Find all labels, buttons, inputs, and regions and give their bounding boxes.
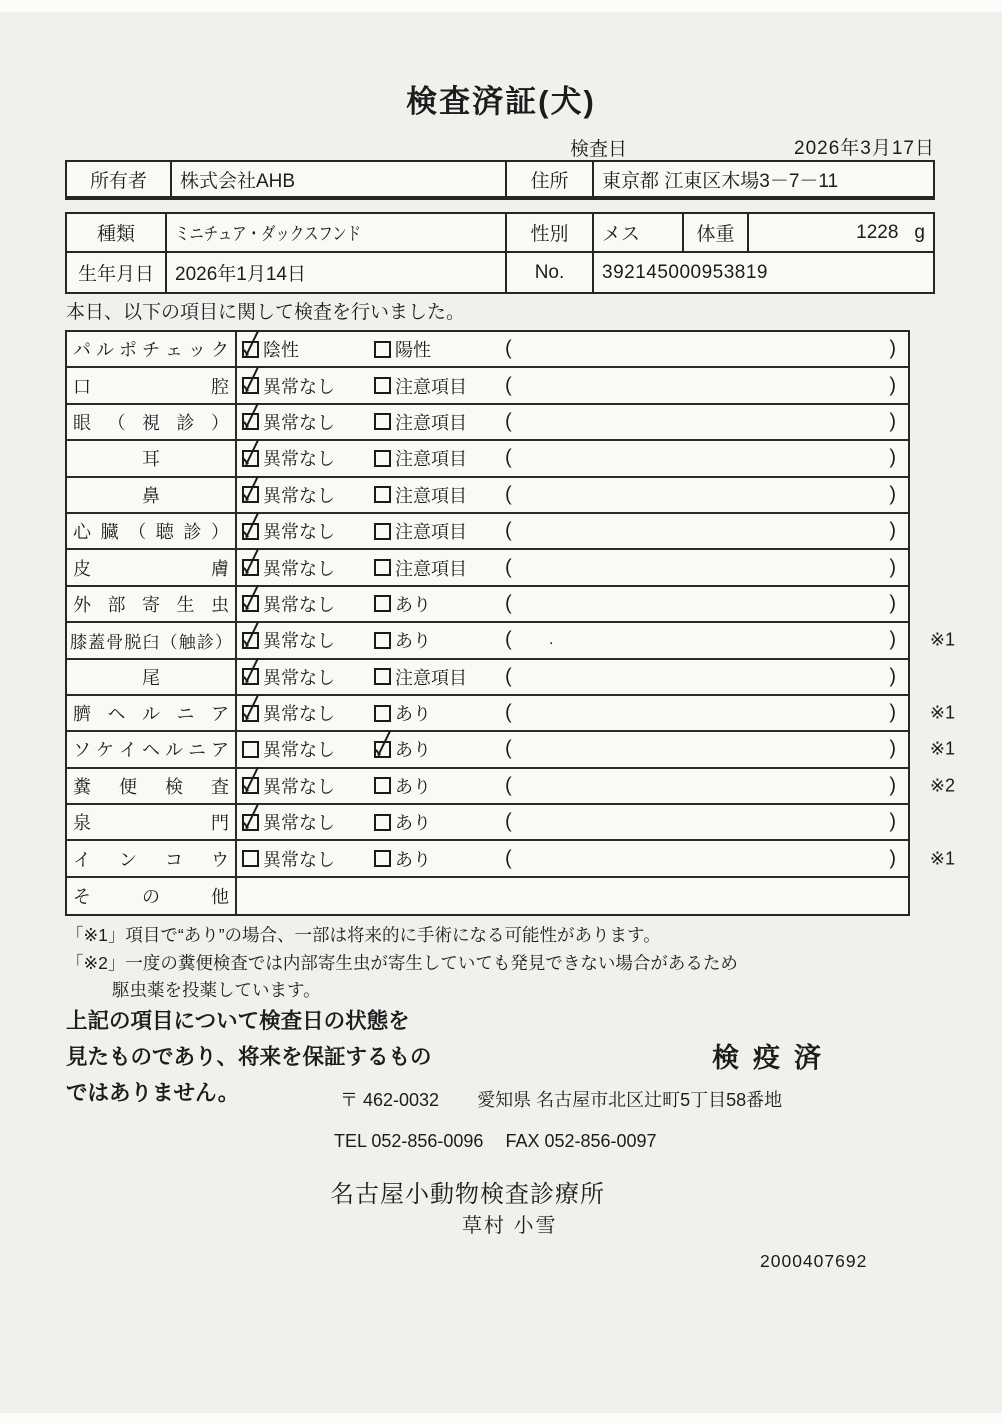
checkbox-label: 異常なし	[263, 631, 335, 652]
checkbox-unchecked-icon	[242, 850, 259, 867]
reference-mark: ※1	[929, 738, 955, 759]
checkbox-unchecked-icon	[374, 632, 391, 649]
checkbox-group	[374, 445, 467, 471]
checkbox-group	[374, 846, 431, 872]
checkbox-label: 異常なし	[263, 449, 335, 470]
scan-edge-bottom	[0, 1413, 1002, 1423]
remark-paren-close: )	[889, 337, 896, 360]
exam-item-label: 皮 膚	[67, 550, 237, 584]
checkbox-checked-icon	[242, 814, 259, 831]
checkbox-label: 注意項目	[395, 376, 467, 397]
remark-paren-open: (	[505, 737, 512, 760]
remark-paren-open: (	[505, 628, 512, 651]
checkbox-unchecked-icon	[374, 450, 391, 467]
exam-item-label: そ の 他	[67, 878, 237, 914]
checkbox-group	[242, 445, 335, 471]
checkbox-checked-icon	[242, 668, 259, 685]
checkbox-group	[374, 482, 467, 508]
inspection-date-value: 2026年3月17日	[794, 138, 935, 159]
exam-row-content	[237, 368, 908, 402]
exam-row	[67, 368, 908, 404]
serial-number: 2000407692	[760, 1251, 868, 1271]
exam-row-content	[237, 805, 908, 839]
checkbox-checked-icon	[242, 486, 259, 503]
remark-paren-close: )	[889, 737, 896, 760]
exam-item-label: 尾	[67, 660, 237, 694]
sex-value: メス	[594, 214, 684, 253]
checkbox-checked-icon	[242, 632, 259, 649]
weight-label: 体重	[684, 214, 749, 253]
checkbox-unchecked-icon	[374, 377, 391, 394]
remark-paren-open: (	[505, 410, 512, 433]
checkbox-unchecked-icon	[374, 559, 391, 576]
checkbox-group	[242, 336, 299, 362]
checkbox-label: 異常なし	[263, 412, 335, 433]
clinic-phone-line	[334, 1131, 657, 1152]
owner-label: 所有者	[67, 162, 172, 198]
exam-row-content	[237, 587, 908, 621]
checkbox-unchecked-icon	[374, 814, 391, 831]
checkbox-unchecked-icon	[374, 705, 391, 722]
checkbox-group	[242, 409, 335, 435]
breed-label: 種類	[67, 214, 167, 253]
footnote-1: 「※1」項目で“あり”の場合、一部は将来的に手術になる可能性があります。	[66, 925, 661, 945]
checkbox-checked-icon	[242, 413, 259, 430]
weight-value	[749, 214, 933, 253]
checkbox-group	[242, 664, 335, 690]
sex-label: 性別	[507, 214, 594, 253]
disclaimer-line-2: 見たものであり、将来を保証するもの	[66, 1045, 432, 1069]
checkbox-checked-icon	[242, 559, 259, 576]
checkbox-checked-icon	[242, 450, 259, 467]
checkbox-group	[374, 591, 431, 617]
exam-row-content	[237, 405, 908, 439]
checkbox-label: 注意項目	[395, 522, 467, 543]
checkbox-group	[242, 555, 335, 581]
remark-paren-close: )	[889, 519, 896, 542]
exam-row	[67, 550, 908, 586]
checkbox-group	[242, 736, 335, 762]
checkbox-checked-icon	[242, 377, 259, 394]
checkbox-unchecked-icon	[374, 341, 391, 358]
checkbox-group	[374, 555, 467, 581]
address-value: 東京都 江東区木場3－7－11	[594, 162, 933, 198]
checkbox-unchecked-icon	[374, 523, 391, 540]
remark-paren-close: )	[889, 628, 896, 651]
checkbox-label: 陰性	[263, 340, 299, 361]
remark-paren-close: )	[889, 483, 896, 506]
checkbox-group	[242, 700, 335, 726]
remark-paren-close: )	[889, 374, 896, 397]
checkbox-label: あり	[395, 740, 431, 761]
exam-row	[67, 332, 908, 368]
exam-row-content	[237, 660, 908, 694]
pet-table	[65, 212, 935, 294]
disclaimer-line-1: 上記の項目について検査日の状態を	[66, 1009, 410, 1033]
exam-row	[67, 587, 908, 623]
exam-row	[67, 732, 955, 768]
checkbox-group	[374, 336, 431, 362]
exam-row	[67, 514, 908, 550]
exam-row	[67, 878, 908, 914]
remark-paren-close: )	[889, 774, 896, 797]
checkbox-label: 異常なし	[263, 522, 335, 543]
checkbox-label: 注意項目	[395, 449, 467, 470]
checkbox-unchecked-icon	[374, 668, 391, 685]
exam-item-label: 泉 門	[67, 805, 237, 839]
checkbox-group	[374, 773, 431, 799]
exam-item-label: 耳	[67, 441, 237, 475]
footnote-2: 「※2」一度の糞便検査では内部寄生虫が寄生していても発見できない場合があるため	[66, 953, 738, 973]
exam-item-label: 眼 （ 視 診 ）	[67, 405, 237, 439]
intro-sentence: 本日、以下の項目に関して検査を行いました。	[66, 302, 466, 323]
exam-item-label: 口 腔	[67, 368, 237, 402]
birth-value: 2026年1月14日	[167, 253, 507, 292]
owner-table	[65, 160, 935, 200]
checkbox-group	[374, 627, 431, 653]
checkbox-label: 異常なし	[263, 849, 335, 870]
checkbox-label: あり	[395, 631, 431, 652]
clinic-postal-code: 〒 462-0032	[340, 1090, 440, 1110]
exam-item-label: 鼻	[67, 478, 237, 512]
exam-row-content	[237, 769, 908, 803]
footnote-2-continued: 駆虫薬を投薬しています。	[112, 980, 321, 1000]
checkbox-label: 異常なし	[263, 667, 335, 688]
checkbox-group	[374, 736, 431, 762]
checkbox-group	[242, 591, 335, 617]
remark-paren-close: )	[889, 701, 896, 724]
checkbox-group	[374, 700, 431, 726]
remark-paren-open: (	[505, 519, 512, 542]
checkbox-checked-icon	[242, 595, 259, 612]
no-value: 392145000953819	[602, 261, 769, 283]
exam-item-label: 糞 便 検 査	[67, 769, 237, 803]
disclaimer-line-3: ではありません。	[66, 1081, 240, 1105]
remark-paren-open: (	[505, 774, 512, 797]
exam-item-label: イ ン コ ウ	[67, 841, 237, 875]
checkbox-label: 異常なし	[263, 485, 335, 506]
exam-row-content	[237, 878, 908, 914]
clinic-tel: TEL 052-856-0096	[334, 1131, 484, 1151]
exam-item-label: ソ ケ イ ヘ ル ニ ア	[67, 732, 237, 766]
exam-row	[67, 405, 908, 441]
exam-item-label: 心 臓 （ 聴 診 ）	[67, 514, 237, 548]
reference-mark: ※2	[929, 775, 955, 796]
remark-paren-open: (	[505, 483, 512, 506]
checkbox-label: あり	[395, 813, 431, 834]
checkbox-unchecked-icon	[374, 486, 391, 503]
checkbox-label: 異常なし	[263, 776, 335, 797]
checkbox-label: 異常なし	[263, 594, 335, 615]
exam-row-content	[237, 696, 908, 730]
checkbox-checked-icon	[374, 741, 391, 758]
clinic-address: 愛知県 名古屋市北区辻町5丁目58番地	[477, 1090, 783, 1110]
remark-paren-close: )	[889, 446, 896, 469]
remark-paren-close: )	[889, 592, 896, 615]
checkbox-label: 異常なし	[263, 704, 335, 725]
remark-paren-close: )	[889, 665, 896, 688]
remark-paren-open: (	[505, 337, 512, 360]
owner-value: 株式会社AHB	[172, 162, 507, 198]
quarantine-passed-stamp: 検疫済	[712, 1043, 835, 1073]
checkbox-unchecked-icon	[374, 850, 391, 867]
checkbox-checked-icon	[242, 777, 259, 794]
remark-paren-open: (	[505, 847, 512, 870]
checkbox-label: あり	[395, 776, 431, 797]
clinic-address-line	[340, 1086, 782, 1112]
exam-row-content	[237, 514, 908, 548]
exam-row	[67, 478, 908, 514]
inspection-date-label: 検査日	[570, 139, 628, 160]
weight-number: 1228	[856, 221, 899, 243]
checkbox-label: 注意項目	[395, 558, 467, 579]
checkbox-unchecked-icon	[374, 413, 391, 430]
checkbox-label: 陽性	[395, 340, 431, 361]
checkbox-group	[374, 664, 467, 690]
remark-paren-close: )	[889, 810, 896, 833]
checkbox-checked-icon	[242, 341, 259, 358]
exam-row-content	[237, 841, 908, 875]
exam-row-content	[237, 732, 908, 766]
exam-row-content	[237, 332, 908, 366]
weight-unit: g	[914, 221, 925, 243]
exam-row	[67, 660, 908, 696]
exam-row	[67, 769, 955, 805]
remark-paren-open: (	[505, 701, 512, 724]
reference-mark: ※1	[929, 702, 955, 723]
exam-row	[67, 805, 908, 841]
checkbox-group	[374, 518, 467, 544]
remark-paren-close: )	[889, 847, 896, 870]
remark-paren-close: )	[889, 556, 896, 579]
checkbox-checked-icon	[242, 523, 259, 540]
address-label: 住所	[507, 162, 594, 198]
checkbox-label: 異常なし	[263, 376, 335, 397]
scan-edge-top	[0, 0, 1002, 12]
checkbox-group	[242, 773, 335, 799]
checkbox-group	[374, 373, 467, 399]
exam-row	[67, 696, 955, 732]
checkbox-label: あり	[395, 594, 431, 615]
checkbox-label: 注意項目	[395, 667, 467, 688]
exam-item-label: 臍 ヘ ル ニ ア	[67, 696, 237, 730]
exam-item-label: パ ル ポ チ ェ ッ ク	[67, 332, 237, 366]
clinic-name: 名古屋小動物検査診療所	[330, 1181, 605, 1208]
checkbox-group	[242, 482, 335, 508]
remark-paren-close: )	[889, 410, 896, 433]
checkbox-group	[374, 809, 431, 835]
checkbox-group	[242, 627, 335, 653]
checkbox-label: 注意項目	[395, 412, 467, 433]
exam-item-label: 外 部 寄 生 虫	[67, 587, 237, 621]
checkbox-unchecked-icon	[374, 595, 391, 612]
reference-mark: ※1	[929, 629, 955, 650]
clinic-fax: FAX 052-856-0097	[505, 1131, 657, 1151]
exam-row-content	[237, 441, 908, 475]
exam-row	[67, 441, 908, 477]
exam-item-label: 膝 蓋 骨 脱 臼 （ 触 診 ）	[67, 623, 237, 657]
checkbox-group	[242, 846, 335, 872]
checkbox-checked-icon	[242, 705, 259, 722]
exam-row-content	[237, 623, 908, 657]
checkbox-unchecked-icon	[242, 741, 259, 758]
checkbox-group	[242, 809, 335, 835]
remark-paren-open: (	[505, 446, 512, 469]
reference-mark: ※1	[929, 848, 955, 869]
remark-paren-open: (	[505, 665, 512, 688]
birth-label: 生年月日	[67, 253, 167, 292]
checkbox-group	[242, 373, 335, 399]
remark-paren-open: (	[505, 556, 512, 579]
checkbox-group	[374, 409, 467, 435]
page-title: 検査済証(犬)	[406, 84, 596, 119]
checkbox-label: 注意項目	[395, 485, 467, 506]
no-label: No.	[507, 253, 594, 292]
remark-content: .	[549, 631, 554, 649]
checkbox-label: 異常なし	[263, 740, 335, 761]
exam-row-content	[237, 550, 908, 584]
remark-paren-open: (	[505, 592, 512, 615]
exam-row-content	[237, 478, 908, 512]
examiner-name: 草村 小雪	[462, 1215, 558, 1237]
remark-paren-open: (	[505, 374, 512, 397]
checkbox-label: あり	[395, 704, 431, 725]
exam-table	[65, 330, 955, 916]
remark-paren-open: (	[505, 810, 512, 833]
checkbox-label: 異常なし	[263, 558, 335, 579]
exam-row	[67, 841, 955, 877]
checkbox-label: 異常なし	[263, 813, 335, 834]
breed-value: ミニチュア・ダックスフンド	[167, 214, 507, 253]
checkbox-group	[242, 518, 335, 544]
exam-row	[67, 623, 955, 659]
checkbox-unchecked-icon	[374, 777, 391, 794]
checkbox-label: あり	[395, 849, 431, 870]
